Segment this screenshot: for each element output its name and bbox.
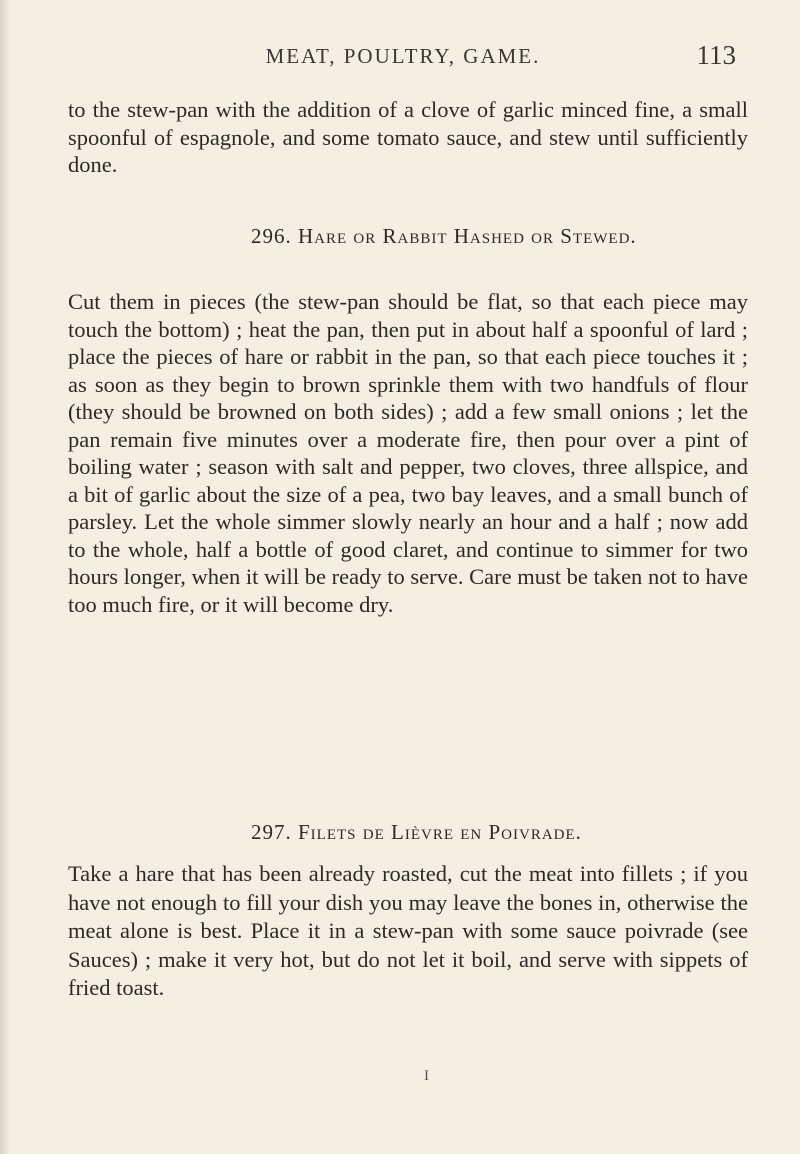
- recipe-297-body: [68, 860, 748, 1003]
- recipe-297-number: 297.: [251, 820, 292, 844]
- running-title: MEAT, POULTRY, GAME.: [265, 44, 541, 68]
- recipe-296-heading: [68, 224, 748, 249]
- recipe-296-text: Cut them in pieces (the stew-pan should be flat, so that each piece may touch the bottom) ; heat the pan, then put in about half a spoonful of lard ; place the pieces of hare or rabbit in the pan, so that each piece touches it ; as soon as they begin to brown sprinkle them with two handfuls of flour (they should be browned on both sides) ; add a few small onions ; let the pan remain five minutes over a moderate fire, then pour over a pint of boiling water ; season with salt and pepper, two cloves, three allspice, and a bit of garlic about the size of a pea, two bay leaves, and a small bunch of parsley. Let the whole simmer slowly nearly an hour and a half ; now add to the whole, half a bottle of good claret, and continue to simmer for two hours longer, when it will be ready to serve. Care must be taken not to have too much fire, or it will become dry.: [68, 289, 748, 617]
- running-head: [70, 40, 736, 78]
- recipe-296-title: Hare or Rabbit Hashed or Stewed.: [298, 224, 637, 248]
- continuation-paragraph: [68, 96, 748, 179]
- signature-mark: I: [424, 1068, 429, 1084]
- continuation-text: to the stew-pan with the addition of a clove of garlic minced fine, a small spoonful of espagnole, and some tomato sauce, and stew until sufficiently done.: [68, 97, 748, 177]
- recipe-296-number: 296.: [251, 224, 292, 248]
- recipe-297-text: Take a hare that has been already roasted, cut the meat into fillets ; if you have not enough to fill your dish you may leave the bones in, otherwise the meat alone is best. Place it in a stew-pan with some sauce poivrade (see Sauces) ; make it very hot, but do not let it boil, and serve with sippets of fried toast.: [68, 861, 748, 1000]
- recipe-297-heading: [68, 820, 748, 845]
- page-number: 113: [696, 40, 736, 70]
- recipe-296-body: [68, 288, 748, 618]
- recipe-297-title: Filets de Lièvre en Poivrade.: [298, 820, 582, 844]
